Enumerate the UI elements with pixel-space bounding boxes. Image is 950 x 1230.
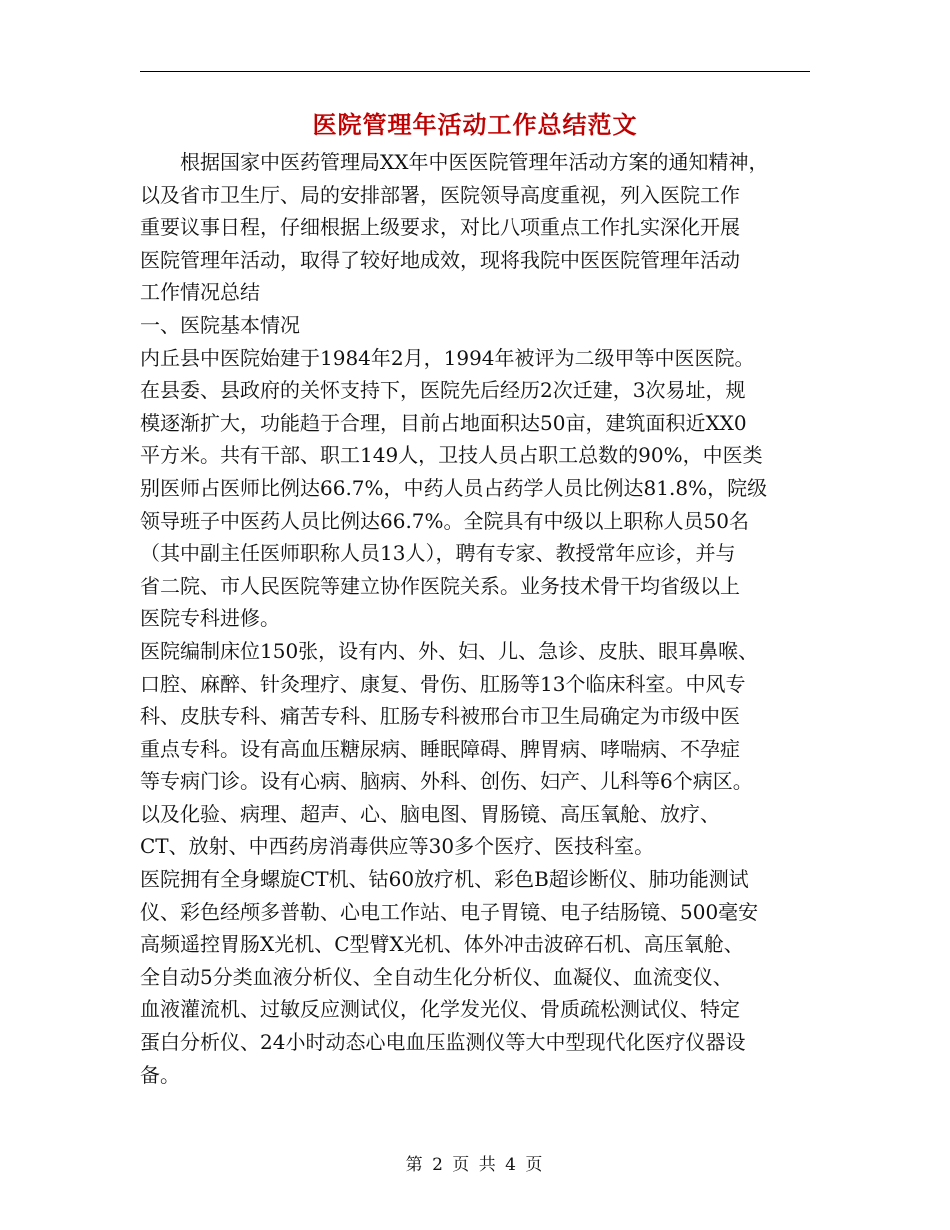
text-line: 仪、彩色经颅多普勒、心电工作站、电子胃镜、电子结肠镜、500毫安 xyxy=(140,899,759,924)
text-line: 医院专科进修。 xyxy=(140,606,280,631)
body-text xyxy=(140,146,810,1091)
text-line: 口腔、麻醉、针灸理疗、康复、骨伤、肛肠等13个临床科室。中风专 xyxy=(140,671,746,696)
text-line: 等专病门诊。设有心病、脑病、外科、创伤、妇产、儿科等6个病区。 xyxy=(140,769,753,794)
text-line: 重点专科。设有高血压糖尿病、睡眠障碍、脾胃病、哮喘病、不孕症 xyxy=(140,736,740,761)
text-line: 根据国家中医药管理局XX年中医医院管理年活动方案的通知精神， xyxy=(140,150,769,174)
text-line: （其中副主任医师职称人员13人），聘有专家、教授常年应诊，并与 xyxy=(140,541,736,566)
text-line: 医院编制床位150张，设有内、外、妇、儿、急诊、皮肤、眼耳鼻喉、 xyxy=(140,638,759,663)
text-line: 模逐渐扩大，功能趋于合理，目前占地面积达50亩，建筑面积近XX0 xyxy=(140,410,747,435)
text-line: 备。 xyxy=(140,1062,180,1087)
text-line: 别医师占医师比例达66.7%，中药人员占药学人员比例达81.8%，院级 xyxy=(140,475,768,500)
text-line: 工作情况总结 xyxy=(140,280,260,305)
text-line: 全自动5分类血液分析仪、全自动生化分析仪、血凝仪、血流变仪、 xyxy=(140,964,733,989)
page-footer: 第 2 页 共 4 页 xyxy=(405,1155,545,1175)
text-line: 领导班子中医药人员比例达66.7%。全院具有中级以上职称人员50名 xyxy=(140,508,749,533)
text-line: 蛋白分析仪、24小时动态心电血压监测仪等大中型现代化医疗仪器设 xyxy=(140,1030,746,1055)
header-rule xyxy=(140,71,810,72)
document-title: 医院管理年活动工作总结范文 xyxy=(312,111,638,139)
text-line: 医院管理年活动，取得了较好地成效，现将我院中医医院管理年活动 xyxy=(140,247,740,272)
text-line: 高频遥控胃肠X光机、C型臂X光机、体外冲击波碎石机、高压氧舱、 xyxy=(140,932,744,957)
text-line: CT、放射、中西药房消毒供应等30多个医疗、医技科室。 xyxy=(140,834,655,859)
text-line: 内丘县中医院始建于1984年2月，1994年被评为二级甲等中医医院。 xyxy=(140,345,755,370)
text-line: 以及省市卫生厅、局的安排部署，医院领导高度重视，列入医院工作 xyxy=(140,182,740,207)
text-line: 一、医院基本情况 xyxy=(140,312,300,337)
text-line: 科、皮肤专科、痛苦专科、肛肠专科被邢台市卫生局确定为市级中医 xyxy=(140,704,740,729)
text-line: 重要议事日程，仔细根据上级要求，对比八项重点工作扎实深化开展 xyxy=(140,215,740,240)
text-line: 平方米。共有干部、职工149人，卫技人员占职工总数的90%，中医类 xyxy=(140,443,763,468)
text-line: 在县委、县政府的关怀支持下，医院先后经历2次迁建，3次易址，规 xyxy=(140,378,746,403)
text-line: 省二院、市人民医院等建立协作医院关系。业务技术骨干均省级以上 xyxy=(140,573,740,598)
text-line: 以及化验、病理、超声、心、脑电图、胃肠镜、高压氧舱、放疗、 xyxy=(140,801,720,826)
text-line: 医院拥有全身螺旋CT机、钴60放疗机、彩色B超诊断仪、肺功能测试 xyxy=(140,867,749,892)
text-line: 血液灌流机、过敏反应测试仪，化学发光仪、骨质疏松测试仪、特定 xyxy=(140,997,740,1022)
